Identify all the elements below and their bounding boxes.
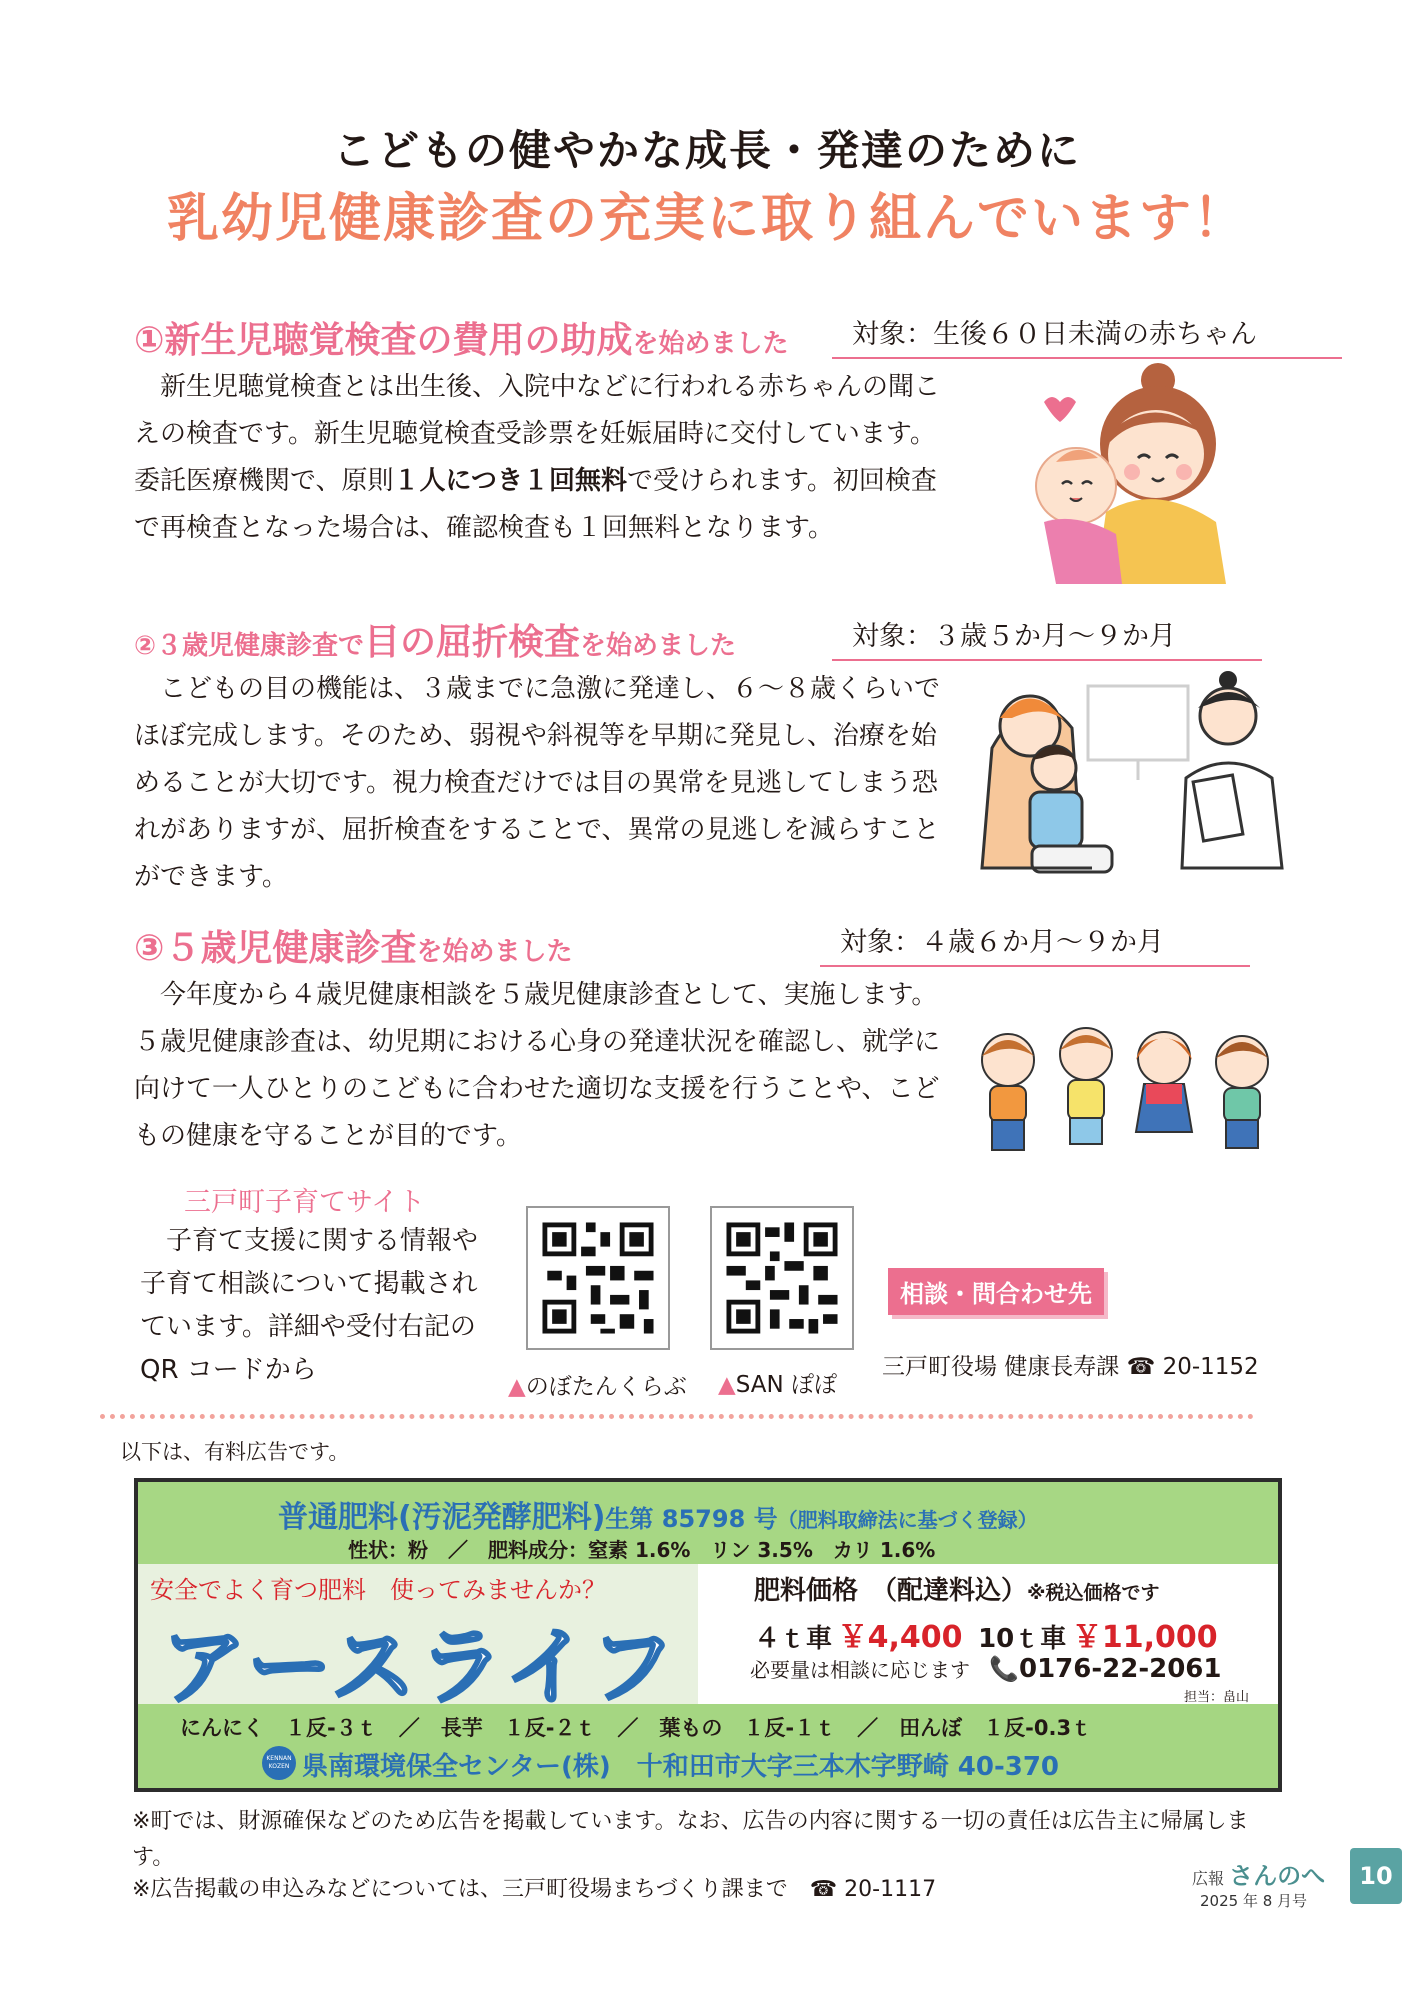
section1-heading-main: ①新生児聴覚検査の費用の助成 bbox=[134, 320, 633, 361]
section3-heading bbox=[134, 920, 573, 971]
qr-code-noboton[interactable] bbox=[526, 1206, 670, 1350]
section3-heading-main: ③５歳児健康診査 bbox=[134, 928, 417, 969]
ad-properties: 性状：粉 ／ 肥料成分：窒素 1.6% リン 3.5% カリ 1.6% bbox=[348, 1538, 936, 1562]
section1-heading-suffix: を始めました bbox=[632, 329, 789, 359]
advertisement bbox=[134, 1478, 1282, 1792]
ad-phone: 0176-22-2061 bbox=[1018, 1654, 1222, 1684]
ad-4t-label: ４ｔ車 bbox=[754, 1624, 833, 1654]
site-title: 三戸町子育てサイト bbox=[184, 1187, 426, 1218]
ad-brand: アースライフ bbox=[162, 1618, 679, 1716]
ad-company: 県南環境保全センター(株) 十和田市大字三本木字野崎 40-370 bbox=[302, 1752, 1060, 1782]
section2-heading bbox=[134, 614, 736, 665]
qr-code-sanpopo[interactable] bbox=[710, 1206, 854, 1350]
section2-heading-main: 目の屈折検査 bbox=[364, 622, 581, 663]
footer-note2: ※広告掲載の申込みなどについては、三戸町役場まちづくり課まで ☎ 20-1117 bbox=[132, 1877, 937, 1902]
ad-product-line bbox=[278, 1492, 1038, 1536]
section2-heading-suffix: を始めました bbox=[580, 631, 737, 661]
contact-text: 三戸町役場 健康長寿課 ☎ 20-1152 bbox=[882, 1354, 1259, 1380]
publication-name bbox=[1192, 1856, 1325, 1891]
section2-text: こどもの目の機能は、３歳までに急激に発達し、６～８歳くらいでほぼ完成します。そのため、弱視や斜視等を早期に発見し、治療を始めることが大切です。視力検査だけでは目の異常を見逃してしまう恐れがありますが、屈折検査をすることで、異常の見逃しを減らすことができます。 bbox=[134, 674, 941, 892]
section1-text-a: 新生児聴覚検査とは出生後、入院中などに行われる赤ちゃんの聞こえの検査です。新生児聴覚検査受診票を妊娠届時に交付しています。委託医療機関で、原則 bbox=[134, 372, 941, 496]
section2-heading-prefix: ②３歳児健康診査で bbox=[134, 631, 365, 661]
page-number: 10 bbox=[1350, 1848, 1402, 1904]
section1-body bbox=[134, 364, 940, 552]
ad-registration: 生第 85798 号 bbox=[605, 1505, 778, 1533]
section3-body bbox=[134, 972, 956, 1160]
ad-price-heading-text: 肥料価格 （配達料込） bbox=[754, 1576, 1028, 1606]
section2-target: 対象：３歳５か月～９か月 bbox=[832, 614, 1262, 661]
phone-icon: 📞 bbox=[989, 1655, 1019, 1683]
section1-target: 対象：生後６０日未満の赤ちゃん bbox=[832, 312, 1342, 359]
ad-usage: にんにく １反-３ｔ ／ 長芋 １反-２ｔ ／ 葉もの １反-１ｔ ／ 田んぼ １反-0.3ｔ bbox=[180, 1716, 1093, 1740]
ad-price-heading bbox=[754, 1570, 1160, 1607]
qr2-caption-text: SAN ぽぽ bbox=[735, 1372, 837, 1398]
section3-text: 今年度から４歳児健康相談を５歳児健康診査として、実施します。５歳児健康診査は、幼児期における心身の発達状況を確認し、就学に向けて一人ひとりのこどもに合わせた適切な支援を行うことや、こどもの健康を守ることが目的です。 bbox=[134, 980, 941, 1151]
eye-exam-illustration bbox=[972, 668, 1304, 888]
section3-heading-suffix: を始めました bbox=[416, 937, 573, 967]
ad-4t-price: ￥4,400 bbox=[837, 1620, 963, 1655]
qr1-caption bbox=[508, 1368, 687, 1401]
ad-product-name: 普通肥料(汚泥発酵肥料) bbox=[278, 1500, 606, 1535]
section1-heading bbox=[134, 312, 789, 363]
children-illustration bbox=[958, 1020, 1288, 1170]
section2-body bbox=[134, 666, 956, 901]
ad-price-note: ※税込価格です bbox=[1027, 1582, 1160, 1604]
triangle-icon: ▲ bbox=[508, 1374, 526, 1400]
page-subtitle: こどもの健やかな成長・発達のために bbox=[332, 126, 1081, 175]
publication-issue: 2025 年 8 月号 bbox=[1200, 1892, 1308, 1910]
ad-registration-note: （肥料取締法に基づく登録） bbox=[777, 1508, 1038, 1532]
section3-target: 対象：４歳６か月～９か月 bbox=[820, 920, 1250, 967]
publication-prefix: 広報 bbox=[1192, 1869, 1225, 1888]
publication-title: さんのへ bbox=[1229, 1862, 1326, 1890]
company-logo: KENNAN KOZEN bbox=[262, 1746, 296, 1780]
section1-text-bold: １人につき１回無料 bbox=[393, 466, 627, 496]
ad-contact-person: 担当：畠山 bbox=[1184, 1690, 1250, 1705]
page-title: 乳幼児健康診査の充実に取り組んでいます！ bbox=[166, 189, 1247, 249]
ad-prices bbox=[754, 1612, 1218, 1656]
ad-consult: 必要量は相談に応じます bbox=[750, 1658, 970, 1682]
dotted-divider bbox=[100, 1414, 1254, 1419]
contact-label: 相談・問合わせ先 bbox=[888, 1268, 1104, 1315]
site-text: 子育て支援に関する情報や子育て相談について掲載されています。詳細や受付右記の QR コードから bbox=[140, 1226, 479, 1385]
ad-10t-price: ￥11,000 bbox=[1071, 1620, 1218, 1655]
qr1-caption-text: のぼたんくらぶ bbox=[525, 1374, 687, 1400]
section1-text-b: で受けられます。初回検査で再検査となった場合は、確認検査も１回無料となります。 bbox=[134, 466, 937, 543]
mother-baby-illustration bbox=[1026, 362, 1236, 584]
ad-consult-line bbox=[750, 1654, 1221, 1684]
qr2-caption bbox=[718, 1366, 837, 1399]
ad-10t-label: 10ｔ車 bbox=[978, 1624, 1067, 1654]
triangle-icon: ▲ bbox=[718, 1372, 736, 1398]
footer-note1: ※町では、財源確保などのため広告を掲載しています。なお、広告の内容に関する一切の責任は広告主に帰属します。 bbox=[132, 1809, 1249, 1870]
ad-notice: 以下は、有料広告です。 bbox=[120, 1440, 350, 1464]
ad-catch: 安全でよく育つ肥料 使ってみませんか？ bbox=[150, 1576, 606, 1604]
